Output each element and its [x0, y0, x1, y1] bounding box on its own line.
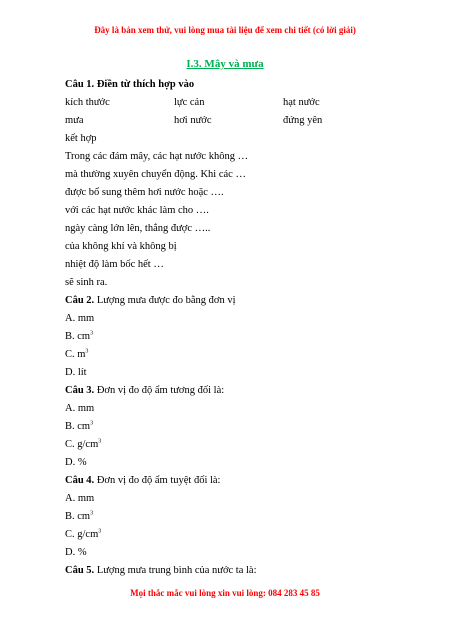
question-label: Câu 5. [65, 565, 95, 576]
answer-option: D. % [65, 547, 87, 558]
preview-banner: Đây là bản xem thử, vui lòng mua tài liệu để xem chi tiết (có lời giải) [94, 25, 356, 35]
question-3 [65, 382, 395, 400]
question-label: Câu 3. [65, 385, 95, 396]
answer-option: D. lít [65, 367, 87, 378]
word-bank-row [65, 94, 395, 112]
passage-line: nhiệt độ làm bốc hết … [65, 259, 164, 270]
answer-option: B. $cm^3$ [65, 420, 94, 432]
word-bank-item: lực cản [174, 97, 205, 108]
word-bank-item: mưa [65, 115, 84, 126]
word-bank-item: hơi nước [174, 115, 212, 126]
question-text: Lượng mưa trung bình của nước ta là: [94, 565, 257, 576]
answer-option: C. $m^3$ [65, 348, 89, 360]
document-body [65, 76, 395, 580]
answer-option: C. $g/cm^3$ [65, 528, 102, 540]
question-text: Lượng mưa được đo bằng đơn vị [94, 295, 236, 306]
answer-option: B. $cm^3$ [65, 330, 94, 342]
word-bank-item: kích thước [65, 97, 110, 108]
answer-option: A. mm [65, 313, 95, 324]
passage-line: ngày càng lớn lên, thắng được ….. [65, 223, 211, 234]
question-label: Câu 4. [65, 475, 95, 486]
question-text: Điền từ thích hợp vào [94, 79, 195, 90]
answer-option: D. % [65, 457, 87, 468]
passage-line: của không khí và không bị [65, 241, 177, 252]
section-title: I.3. Mây và mưa [186, 58, 264, 70]
question-5 [65, 562, 395, 580]
question-text: Đơn vị đo độ ẩm tương đối là: [94, 385, 225, 396]
answer-option: A. mm [65, 403, 95, 414]
contact-banner: Mọi thắc mắc vui lòng xin vui lòng: 084 283 45 85 [130, 588, 320, 598]
question-2 [65, 292, 395, 310]
passage-line: sẽ sinh ra. [65, 277, 108, 288]
passage-line: với các hạt nước khác làm cho …. [65, 205, 209, 216]
passage-line: mà thường xuyên chuyển động. Khi các … [65, 169, 246, 180]
passage-line: được bổ sung thêm hơi nước hoặc …. [65, 187, 224, 198]
question-1 [65, 76, 395, 94]
word-bank-item: kết hợp [65, 133, 97, 144]
answer-option: B. $cm^3$ [65, 510, 94, 522]
answer-option: C. $g/cm^3$ [65, 438, 102, 450]
question-text: Đơn vị đo độ ẩm tuyệt đối là: [94, 475, 221, 486]
question-4 [65, 472, 395, 490]
answer-option: A. mm [65, 493, 95, 504]
question-label: Câu 2. [65, 295, 95, 306]
word-bank-item: hạt nước [283, 97, 320, 108]
passage-line: Trong các đám mây, các hạt nước không … [65, 151, 249, 162]
word-bank-row [65, 112, 395, 130]
question-label: Câu 1. [65, 79, 95, 90]
word-bank-item: đứng yên [283, 115, 323, 126]
